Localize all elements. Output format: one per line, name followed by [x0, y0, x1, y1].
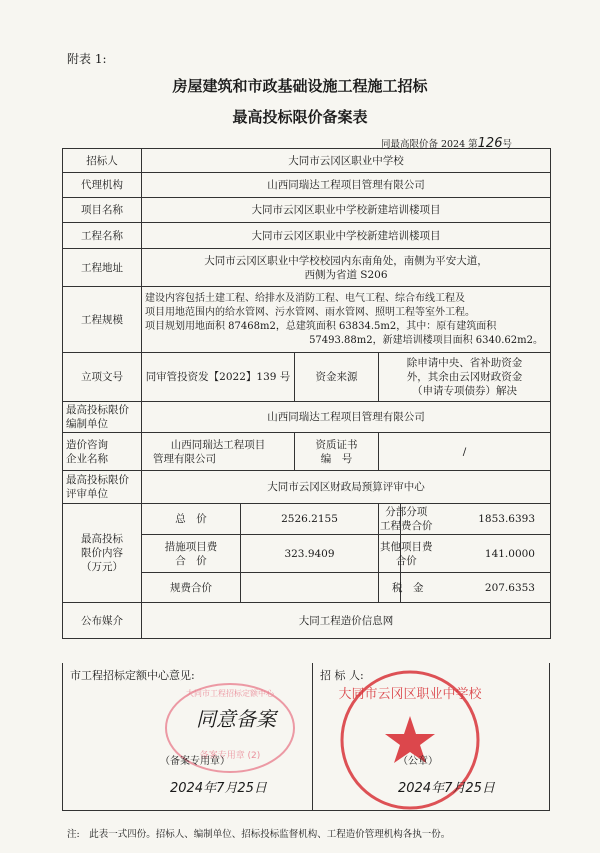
- value-project-name: 大同市云冈区职业中学校新建培训楼项目: [142, 198, 551, 223]
- consult-label-2: 企业名称: [66, 452, 108, 465]
- row-content-1: [63, 504, 551, 535]
- subitem-cell: [380, 504, 551, 535]
- form-subtitle: 最高投标限价备案表: [232, 108, 368, 126]
- opinion-border-right: [549, 663, 550, 811]
- label-fees: 规费合价: [142, 573, 241, 603]
- value-tenderer: 大同市云冈区职业中学校: [142, 149, 551, 173]
- reviewer-label-1: 最高投标限价: [66, 474, 129, 486]
- row-works-name: [63, 223, 551, 249]
- filing-stamp-note: （备案专用章）: [160, 756, 230, 767]
- site-line-1: 大同市云冈区职业中学校校园内东南角处，南侧为平安大道，: [204, 254, 488, 267]
- opinion-border-left: [62, 663, 63, 811]
- value-media: 大同工程造价信息网: [142, 603, 551, 639]
- subitem-label: [380, 505, 433, 533]
- row-approval: [63, 353, 551, 402]
- opinion-divider: [312, 663, 313, 811]
- annex-label: 附表 1:: [67, 52, 107, 66]
- fund-line-3: （申请专项债券）解决: [412, 385, 517, 397]
- row-site: [63, 249, 551, 287]
- label-approval: 立项文号: [63, 353, 142, 402]
- label-measures: [142, 535, 241, 573]
- center-opinion-label: 市工程招标定额中心意见:: [70, 669, 195, 682]
- other-cell: [380, 535, 551, 573]
- value-reviewer: 大同市云冈区财政局预算评审中心: [142, 471, 551, 504]
- measures-label-2: 合 价: [175, 554, 207, 567]
- value-measures: 323.9409: [241, 535, 379, 573]
- subitem-label-1: 分部分项: [385, 506, 428, 518]
- value-total-price: 2526.2155: [241, 504, 379, 535]
- value-tax: 207.6353: [484, 581, 535, 594]
- label-consult: [63, 433, 142, 471]
- fund-line-1: 除申请中央、省补助资金: [406, 357, 523, 369]
- scale-line-1: 建设内容包括土建工程、给排水及消防工程、电气工程、综合布线工程及: [145, 292, 465, 304]
- filing-stamp-text: 大同市工程招标定额中心: [186, 689, 274, 698]
- content-label-3: （万元）: [81, 561, 123, 573]
- consult-value-2: 管理有限公司: [153, 452, 216, 465]
- filing-form-table: [62, 148, 551, 639]
- row-reviewer: [63, 471, 551, 504]
- value-fees: [241, 573, 379, 603]
- value-agency: 山西同瑞达工程项目管理有限公司: [142, 173, 551, 198]
- value-scale: [142, 287, 551, 353]
- label-project-name: 项目名称: [63, 198, 142, 223]
- value-site: [142, 249, 551, 287]
- consult-label-1: 造价咨询: [66, 438, 108, 451]
- cert-label-1: 资质证书: [315, 438, 358, 451]
- consult-value-1: 山西同瑞达工程项目: [170, 438, 266, 451]
- label-cert: [295, 433, 379, 471]
- other-label-2: 合价: [395, 554, 417, 567]
- row-project-name: [63, 198, 551, 223]
- compiler-label-1: 最高投标限价: [66, 404, 129, 416]
- right-date: 2024年7月25日: [398, 781, 495, 796]
- tenderer-sign-label: 招 标 人:: [320, 669, 364, 682]
- row-media: [63, 603, 551, 639]
- scale-line-3: 项目规划用地面积 87468m2，总建筑面积 63834.5m2，其中：原有建筑面积: [145, 320, 497, 332]
- row-scale: [63, 287, 551, 353]
- value-consult: [142, 433, 295, 471]
- label-tenderer: 招标人: [63, 149, 142, 173]
- label-fund-source: 资金来源: [295, 353, 379, 402]
- row-tenderer: [63, 149, 551, 173]
- official-seal-note: （公章）: [398, 756, 438, 767]
- value-subitem: 1853.6393: [478, 513, 535, 525]
- content-label-2: 限价内容: [81, 547, 123, 559]
- label-works-name: 工程名称: [63, 223, 142, 249]
- label-site: 工程地址: [63, 249, 142, 287]
- other-label: [380, 540, 433, 568]
- value-works-name: 大同市云冈区职业中学校新建培训楼项目: [142, 223, 551, 249]
- content-label-1: 最高投标: [81, 533, 123, 545]
- seal-text: 大同市云冈区职业中学校: [338, 687, 482, 702]
- value-fund-source: [379, 353, 551, 402]
- label-compiler: [63, 402, 142, 433]
- doc-number-value: 126: [477, 136, 503, 151]
- left-date: 2024年7月25日: [170, 781, 267, 796]
- measures-label-1: 措施项目费: [164, 540, 218, 553]
- handwritten-approval: 同意备案: [196, 707, 276, 731]
- label-total-price: 总 价: [142, 504, 241, 535]
- reviewer-label-2: 评审单位: [66, 488, 108, 500]
- doc-number-suffix: 号: [502, 139, 512, 150]
- label-agency: 代理机构: [63, 173, 142, 198]
- value-approval: 同审管投资发【2022】139 号: [142, 353, 295, 402]
- value-other: 141.0000: [484, 547, 535, 560]
- footnote: 注: 此表一式四份。招标人、编制单位、招标投标监督机构、工程造价管理机构各执一份。: [67, 829, 451, 840]
- label-scale: 工程规模: [63, 287, 142, 353]
- filing-stamp-sub: 备案专用章 (2): [199, 751, 261, 761]
- label-media: 公布媒介: [63, 603, 142, 639]
- compiler-label-2: 编制单位: [66, 418, 108, 430]
- value-cert: /: [379, 433, 551, 471]
- row-compiler: [63, 402, 551, 433]
- label-reviewer: [63, 471, 142, 504]
- value-compiler: 山西同瑞达工程项目管理有限公司: [142, 402, 551, 433]
- row-agency: [63, 173, 551, 198]
- form-title: 房屋建筑和市政基础设施工程施工招标: [172, 77, 428, 95]
- site-line-2: 西侧为省道 S206: [304, 268, 388, 281]
- tax-cell: [392, 573, 551, 603]
- label-content: [63, 504, 142, 603]
- subitem-label-2: 工程费合价: [380, 520, 433, 532]
- scale-line-2: 项目用地范围内的给水管网、污水管网、雨水管网、照明工程等室外工程。: [145, 306, 475, 318]
- label-tax: 税 金: [392, 581, 424, 594]
- row-consult: [63, 433, 551, 471]
- doc-number-prefix: 同最高限价备 2024 第: [380, 139, 478, 150]
- cert-label-2: 编 号: [320, 452, 353, 465]
- fund-line-2: 外，其余由云冈财政资金: [406, 371, 523, 383]
- scale-line-4: 57493.88m2，新建培训楼项目面积 6340.62m2。: [309, 334, 543, 346]
- other-label-1: 其他项目费: [380, 540, 433, 553]
